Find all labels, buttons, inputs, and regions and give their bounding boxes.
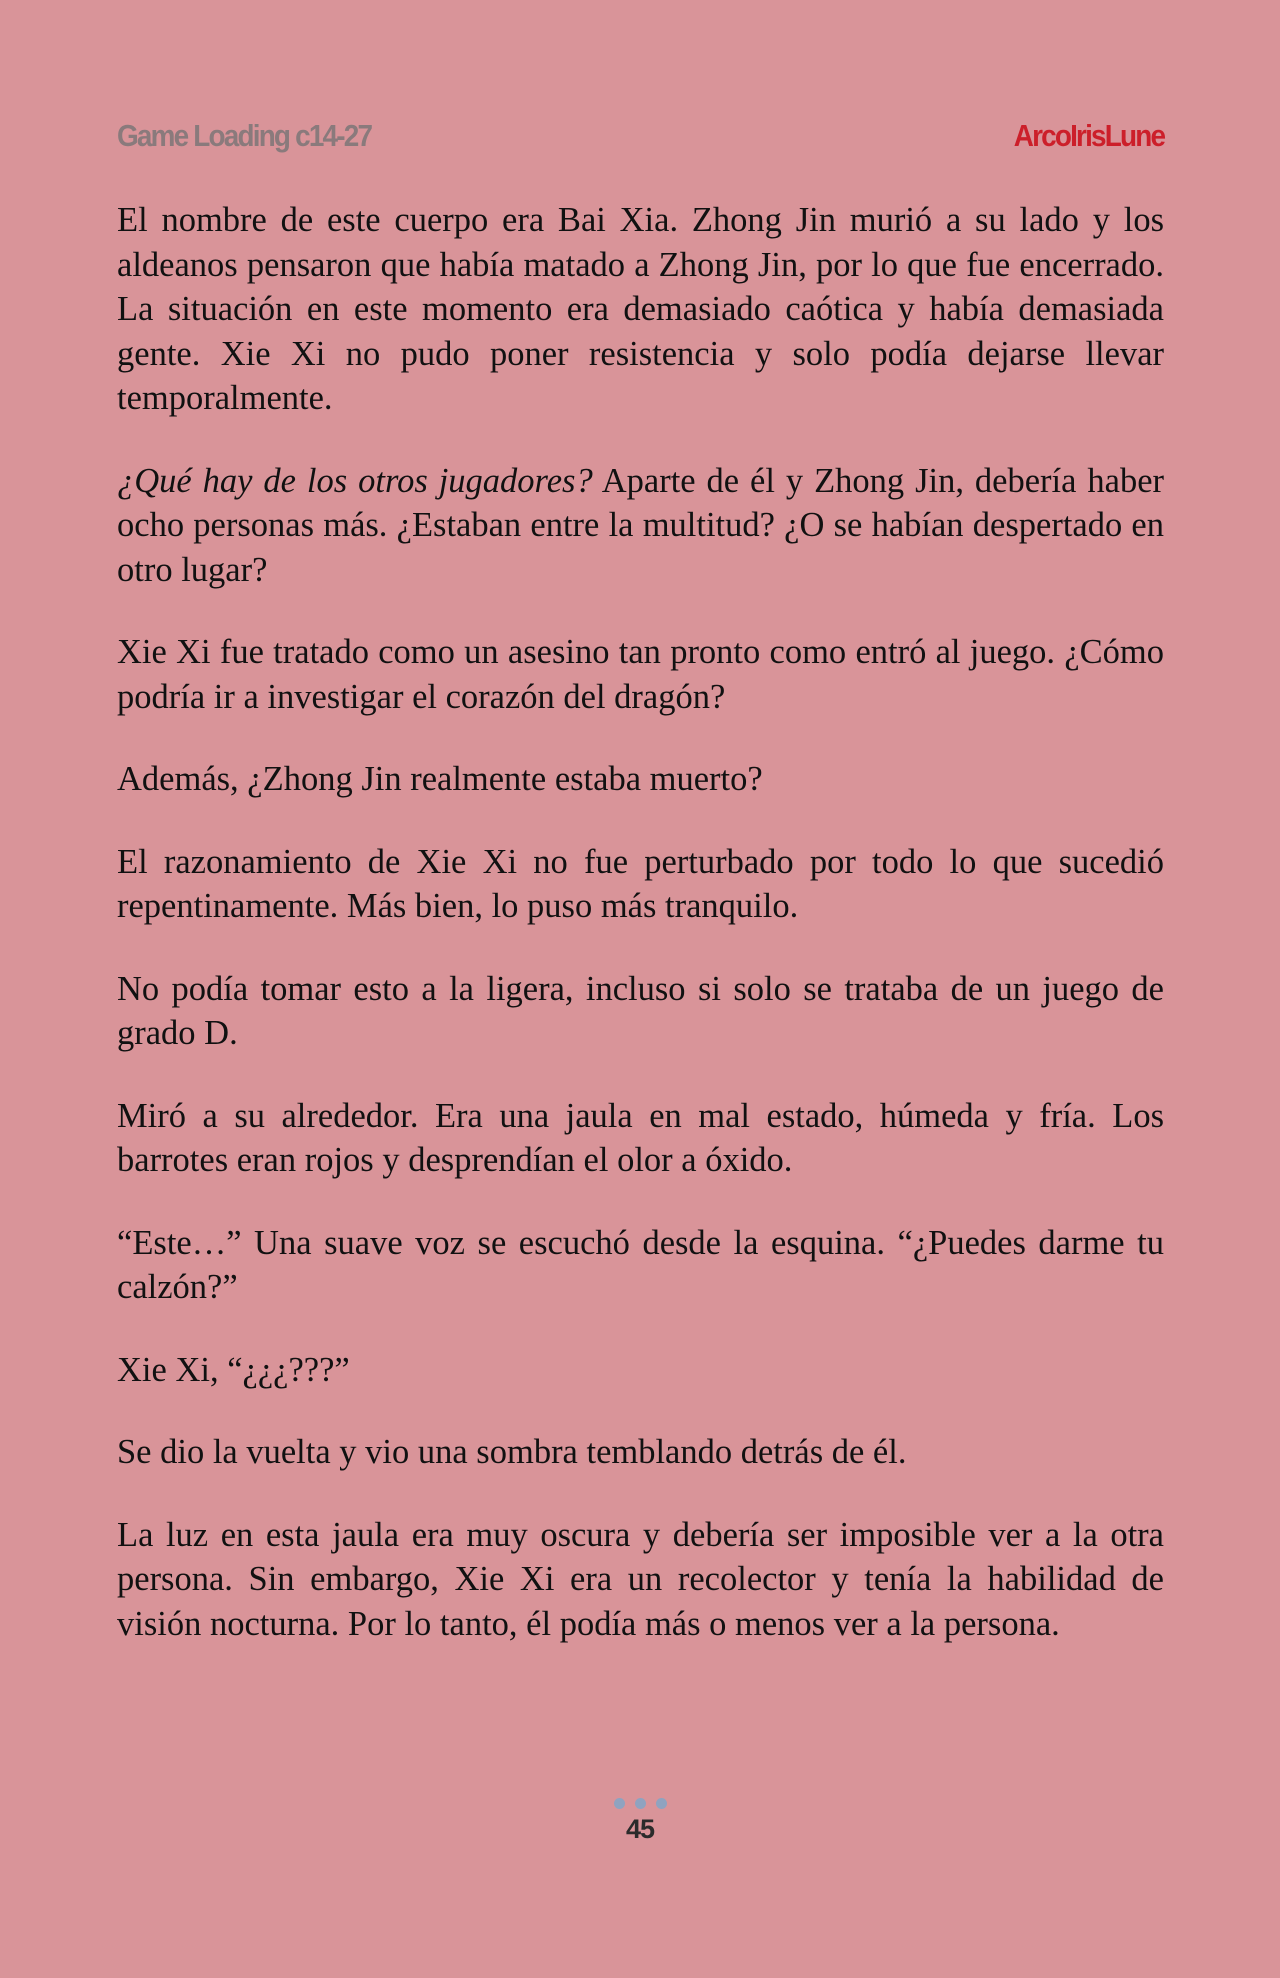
paragraph-4: Además, ¿Zhong Jin realmente estaba muerto? <box>117 760 763 798</box>
paragraph-6: No podía tomar esto a la ligera, incluso si solo se trataba de un juego de grado D. <box>117 969 1164 1052</box>
italic-thought: ¿Qué hay de los otros jugadores? <box>117 461 593 500</box>
paragraph-1: El nombre de este cuerpo era Bai Xia. Zhong Jin murió a su lado y los aldeanos pensaron que había matado a Zhong Jin, por lo que fue encerrado. La situación en este momento era demasiado caótica y había demasiada gente. Xie Xi no pudo poner resistencia y solo podía dejarse llevar temporalmente. <box>117 201 1164 417</box>
paragraph-2: ¿Qué hay de los otros jugadores? Aparte de él y Zhong Jin, debería haber ocho personas más. ¿Estaban entre la multitud? ¿O se habían despertado en otro lugar? <box>117 461 1164 589</box>
paragraph-8: “Este…” Una suave voz se escuchó desde la esquina. “¿Puedes darme tu calzón?” <box>117 1223 1164 1306</box>
dot-icon <box>635 1798 646 1809</box>
page-body <box>117 198 1164 1684</box>
book-title: Game Loading c14-27 <box>117 118 372 153</box>
dot-icon <box>614 1798 625 1809</box>
page-footer <box>0 1798 1280 1845</box>
paragraph-9: Xie Xi, “¿¿¿???” <box>117 1350 350 1389</box>
dot-icon <box>656 1798 667 1809</box>
paragraph-7: Miró a su alrededor. Era una jaula en mal estado, húmeda y fría. Los barrotes eran rojos y desprendían el olor a óxido. <box>117 1096 1164 1179</box>
author-name: ArcoIrisLune <box>1013 118 1164 153</box>
paragraph-11: La luz en esta jaula era muy oscura y debería ser imposible ver a la otra persona. Sin embargo, Xie Xi era un recolector y tenía la habilidad de visión nocturna. Por lo tanto, él podía más o menos ver a la persona. <box>117 1515 1164 1643</box>
paragraph-5: El razonamiento de Xie Xi no fue perturbado por todo lo que sucedió repentinamente. Más bien, lo puso más tranquilo. <box>117 842 1164 925</box>
paragraph-10: Se dio la vuelta y vio una sombra temblando detrás de él. <box>117 1433 907 1471</box>
paragraph-3: Xie Xi fue tratado como un asesino tan pronto como entró al juego. ¿Cómo podría ir a investigar el corazón del dragón? <box>117 633 1164 716</box>
decorative-dots <box>0 1798 1280 1812</box>
page-number: 45 <box>625 1814 655 1844</box>
page-header <box>117 118 1164 164</box>
